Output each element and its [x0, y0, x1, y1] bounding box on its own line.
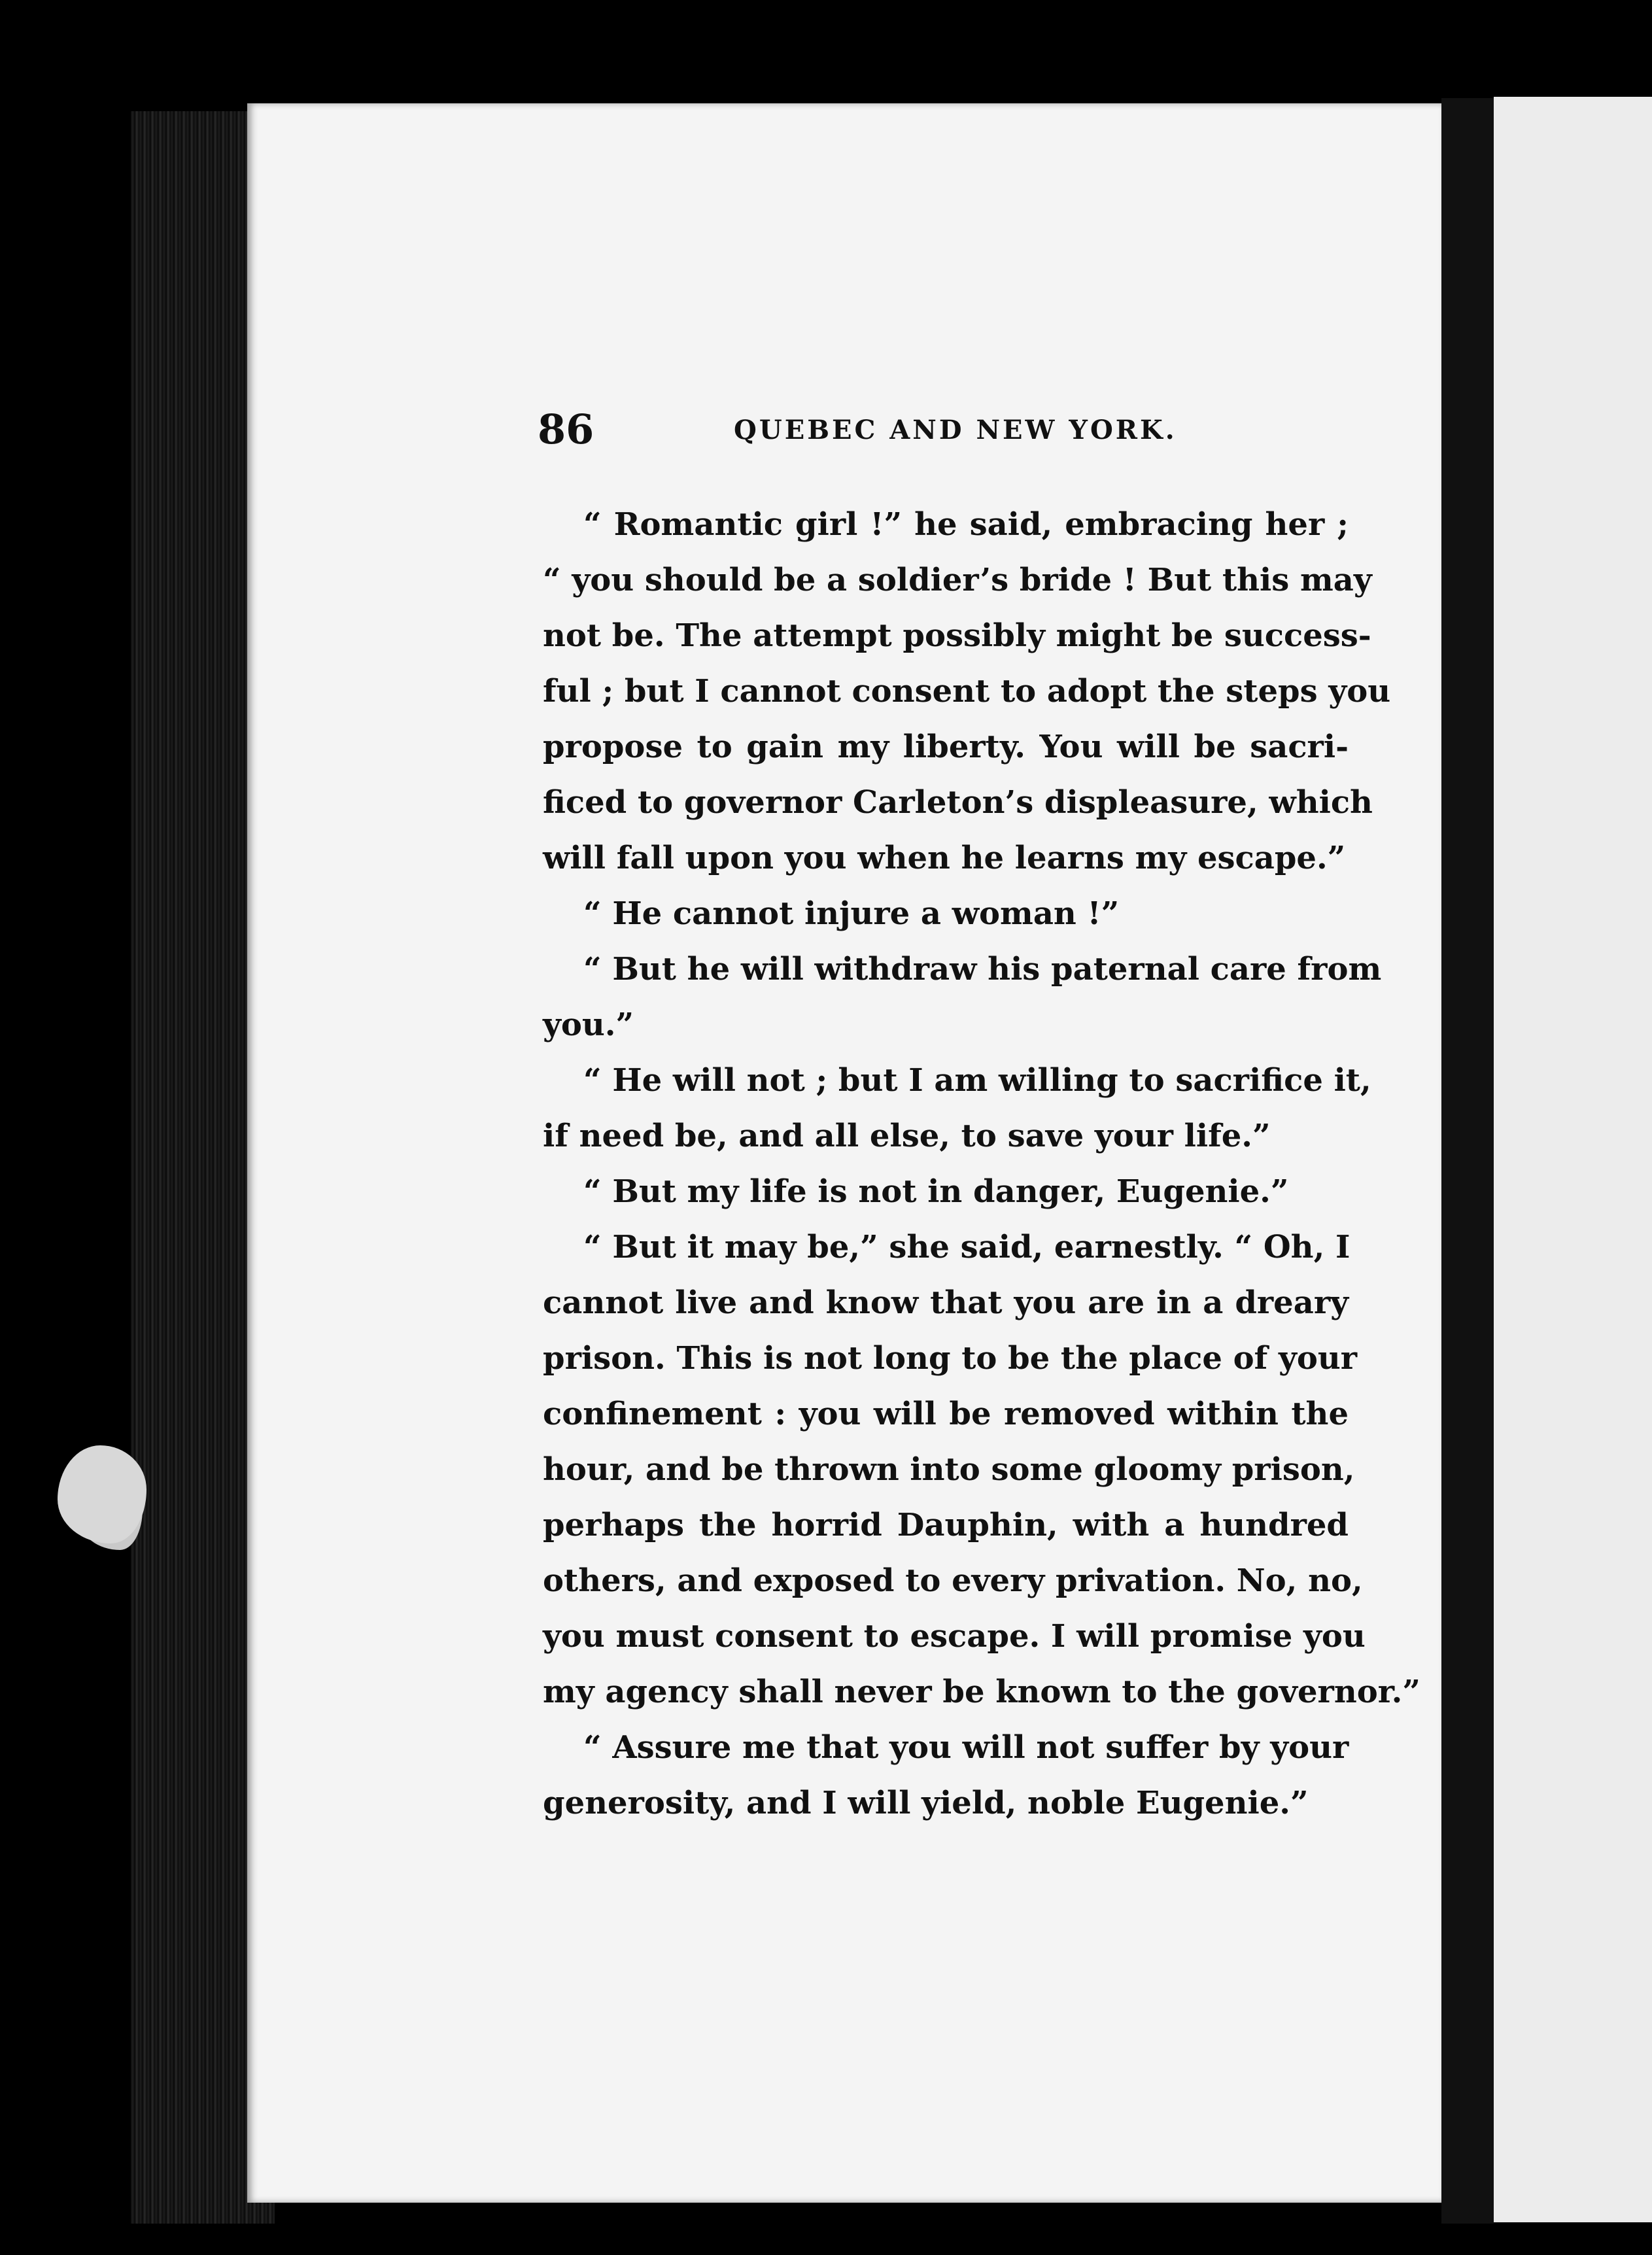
text-line: “ But it may be,” she said, earnestly. “ Oh, I [583, 1229, 1351, 1265]
text-line: ful ; but I cannot consent to adopt the steps you [543, 673, 1391, 710]
page-number: 86 [538, 405, 594, 453]
text-line: “ But he will withdraw his paternal care from [583, 951, 1382, 988]
text-line: cannot live and know that you are in a dreary [543, 1284, 1349, 1321]
text-line: “ He will not ; but I am willing to sacrifice it, [583, 1062, 1371, 1099]
text-line: perhaps the horrid Dauphin, with a hundred [543, 1507, 1349, 1543]
text-line: if need be, and all else, to save your life.” [543, 1118, 1271, 1154]
page-header [538, 405, 1349, 464]
running-title: QUEBEC AND NEW YORK. [734, 415, 1177, 445]
text-line: propose to gain my liberty. You will be sacri- [543, 729, 1349, 765]
body-text [543, 497, 1420, 1857]
text-line: you.” [543, 1007, 634, 1043]
text-line: you must consent to escape. I will promise you [543, 1618, 1366, 1655]
text-line: prison. This is not long to be the place of your [543, 1340, 1358, 1377]
text-line: will fall upon you when he learns my escape.” [543, 840, 1346, 876]
text-line: “ He cannot injure a woman !” [583, 895, 1120, 932]
text-line: “ Romantic girl !” he said, embracing her ; [583, 506, 1349, 543]
text-line: others, and exposed to every privation. No, no, [543, 1562, 1363, 1599]
text-line: ficed to governor Carleton’s displeasure, which [543, 784, 1373, 821]
text-line: “ you should be a soldier’s bride ! But this may [543, 562, 1372, 598]
paper-damage-spot [58, 1445, 146, 1543]
book-gutter [1441, 98, 1494, 2224]
text-line: confinement : you will be removed within the [543, 1396, 1349, 1432]
adjacent-page [1494, 97, 1652, 2222]
text-line: “ But my life is not in danger, Eugenie.” [583, 1173, 1289, 1210]
text-line: my agency shall never be known to the governor.” [543, 1674, 1420, 1710]
text-line: not be. The attempt possibly might be success- [543, 617, 1371, 654]
text-line: generosity, and I will yield, noble Eugenie.” [543, 1785, 1309, 1821]
text-line: “ Assure me that you will not suffer by your [583, 1729, 1349, 1766]
text-line: hour, and be thrown into some gloomy prison, [543, 1451, 1355, 1488]
